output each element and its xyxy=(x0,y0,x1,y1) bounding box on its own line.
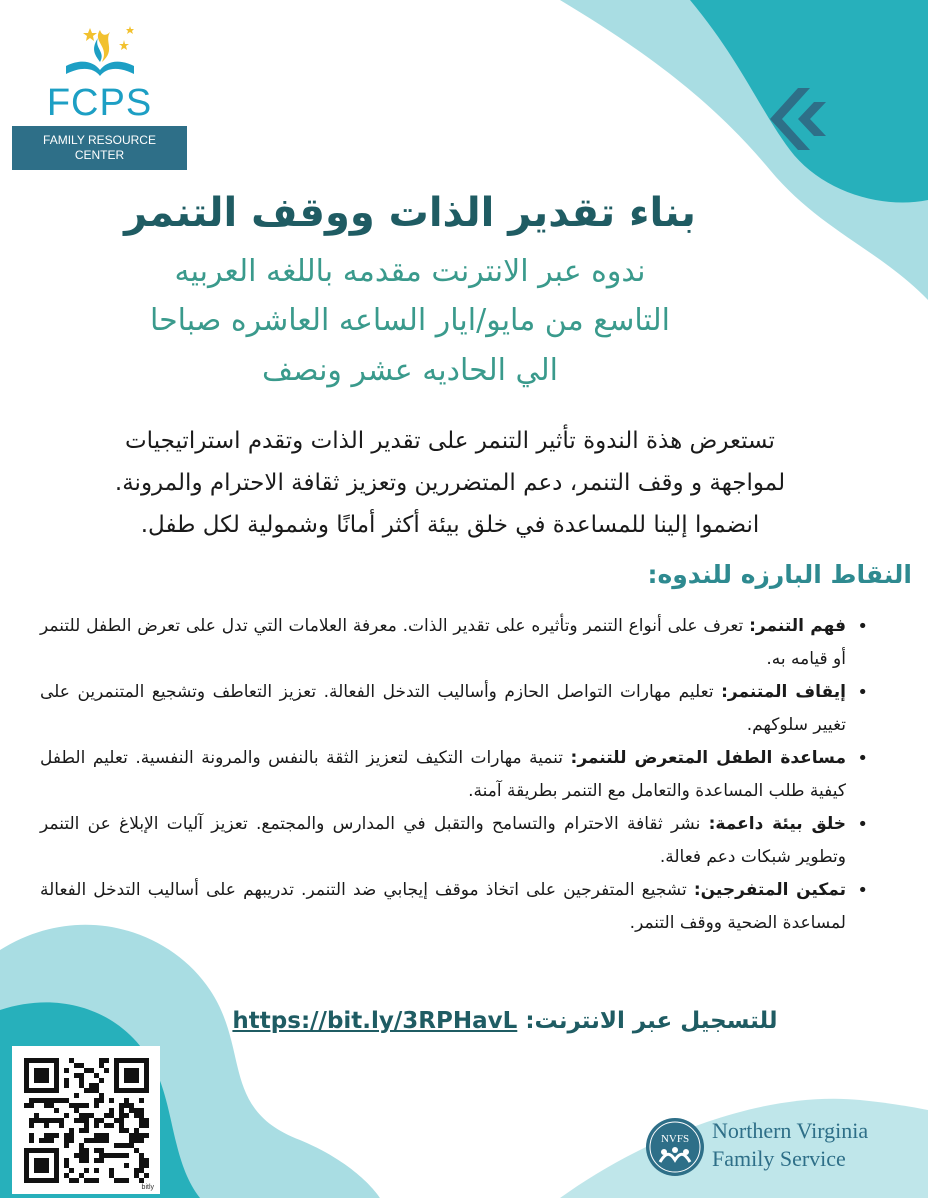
highlights-heading: النقاط البارزه للندوه: xyxy=(647,560,912,589)
fcps-banner-line1: FAMILY RESOURCE xyxy=(43,133,156,147)
list-item-lead: فهم التنمر: xyxy=(749,616,846,636)
chevron-left-icon xyxy=(770,88,826,150)
subtitle-line-1: ندوه عبر الانترنت مقدمه باللغه العربيه xyxy=(174,254,646,289)
fcps-wordmark: FCPS xyxy=(46,82,153,124)
list-item xyxy=(40,808,872,874)
bullet-icon: • xyxy=(857,616,868,637)
list-item-lead: مساعدة الطفل المتعرض للتنمر: xyxy=(570,748,846,768)
page-title: بناء تقدير الذات ووقف التنمر xyxy=(124,190,696,236)
intro-line-2: لمواجهة و وقف التنمر، دعم المتضررين وتعزيز ثقافة الاحترام والمرونة. xyxy=(114,470,786,496)
fcps-banner-line2: CENTER xyxy=(74,148,125,162)
highlights-list xyxy=(40,610,872,940)
fcps-banner xyxy=(12,126,187,170)
bullet-icon: • xyxy=(857,748,868,769)
registration-link[interactable]: https://bit.ly/3RPHavL xyxy=(232,1008,518,1034)
intro-line-3: انضموا إلينا للمساعدة في خلق بيئة أكثر أمانًا وشمولية لكل طفل. xyxy=(140,512,760,538)
list-item-text: تنمية مهارات التكيف لتعزيز الثقة بالنفس والمرونة النفسية. تعليم الطفل كيفية طلب المساعدة والتعامل مع التنمر بطريقة آمنة. xyxy=(40,748,846,801)
list-item-lead: تمكين المتفرجين: xyxy=(693,880,847,900)
list-item-lead: إيقاف المتنمر: xyxy=(721,682,846,702)
registration-label: للتسجيل عبر الانترنت: xyxy=(525,1008,778,1034)
book-flame-icon xyxy=(12,20,187,82)
list-item xyxy=(40,874,872,940)
nvfs-name-line2: Family Service xyxy=(712,1146,846,1171)
intro-line-1: تستعرض هذة الندوة تأثير التنمر على تقدير الذات وتقدم استراتيجيات xyxy=(125,428,775,454)
list-item-text: تشجيع المتفرجين على اتخاذ موقف إيجابي ضد التنمر. تدريبهم على أساليب التدخل الفعالة لمساعدة الضحية ووقف التنمر. xyxy=(40,880,846,933)
list-item-text: تعرف على أنواع التنمر وتأثيره على تقدير الذات. معرفة العلامات التي تدل على تعرض الطفل للتنمر أو قيامه به. xyxy=(40,616,846,669)
list-item xyxy=(40,610,872,676)
nvfs-logo xyxy=(644,1114,914,1180)
subtitle-line-2: التاسع من مايو/ايار الساعه العاشره صباحا xyxy=(149,303,671,338)
list-item-lead: خلق بيئة داعمة: xyxy=(708,814,847,834)
bullet-icon: • xyxy=(857,814,868,835)
list-item xyxy=(40,742,872,808)
qr-code-pattern xyxy=(12,1046,160,1194)
bullet-icon: • xyxy=(857,682,868,703)
registration-line xyxy=(200,1008,810,1034)
qr-caption: bitly xyxy=(141,1184,154,1191)
list-item xyxy=(40,676,872,742)
bullet-icon: • xyxy=(857,880,868,901)
nvfs-badge-text: NVFS xyxy=(660,1133,690,1145)
subtitle-line-3: الي الحاديه عشر ونصف xyxy=(262,353,558,388)
intro-paragraph xyxy=(40,420,860,546)
nvfs-badge-icon xyxy=(644,1116,706,1178)
list-item-text: تعليم مهارات التواصل الحازم وأساليب التدخل الفعالة. تعزيز التعاطف وتشجيع المتنمرين على تغيير سلوكهم. xyxy=(40,682,846,735)
nvfs-name-line1: Northern Virginia xyxy=(712,1118,869,1143)
qr-code[interactable] xyxy=(12,1046,160,1194)
list-item-text: نشر ثقافة الاحترام والتسامح والتقبل في المدارس والمجتمع. تعزيز آليات الإبلاغ عن التنمر وتطوير شبكات دعم فعالة. xyxy=(40,814,846,867)
fcps-logo xyxy=(12,20,187,170)
